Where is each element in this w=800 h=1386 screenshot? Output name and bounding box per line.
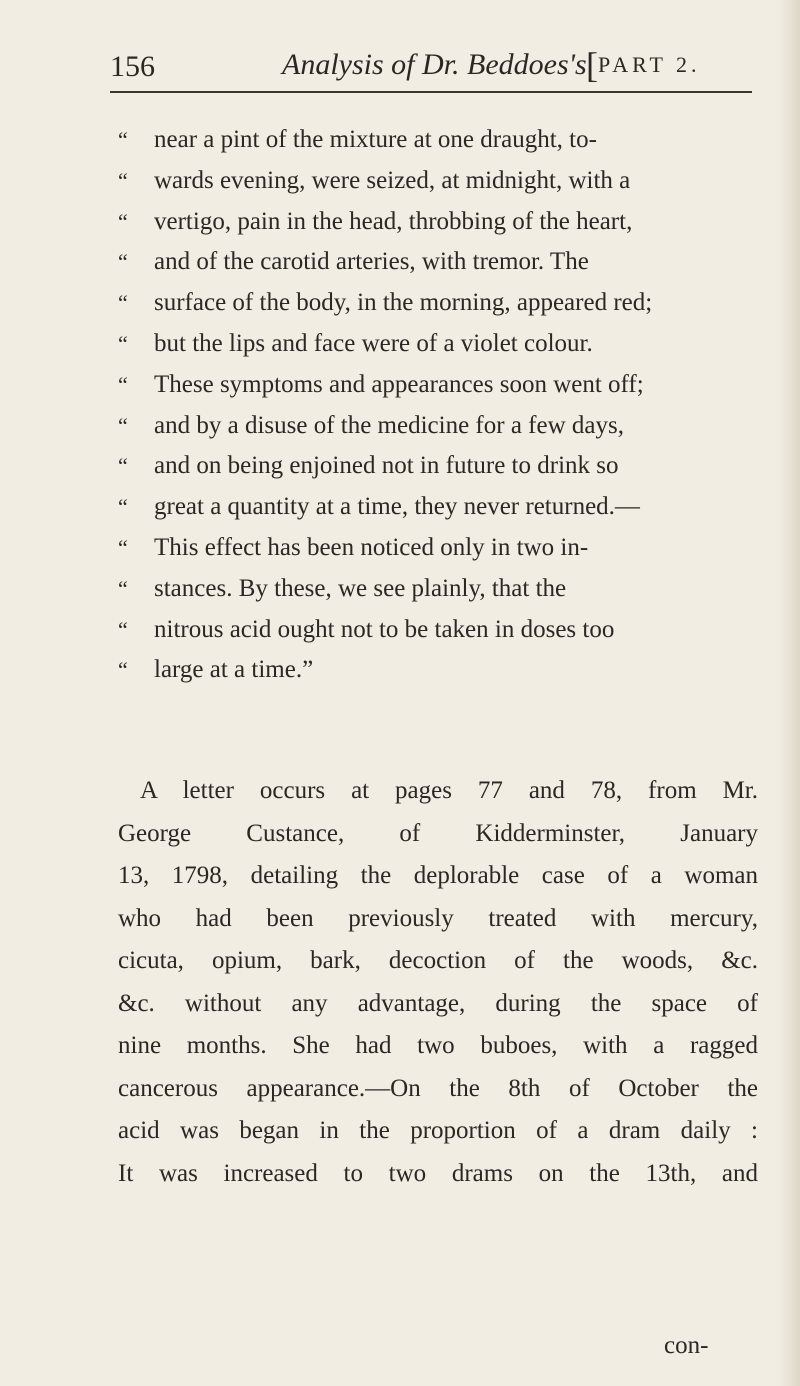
- paragraph-line: A letter occurs at pages 77 and 78, from Mr.: [140, 777, 758, 804]
- quote-line: [118, 650, 778, 691]
- quote-line-text: wards evening, were seized, at midnight, with a: [154, 166, 631, 194]
- paragraph-line: acid was began in the proportion of a dram daily :: [118, 1117, 758, 1144]
- quote-mark: “: [118, 167, 128, 193]
- quote-line-text: and of the carotid arteries, with tremor. The: [154, 248, 589, 276]
- quote-mark: “: [118, 127, 128, 152]
- quote-mark: “: [118, 208, 128, 234]
- quote-line: [118, 406, 778, 447]
- quote-line-text: great a quantity at a time, they never returned.—: [154, 493, 640, 521]
- body-paragraph: [118, 770, 758, 1195]
- paragraph-line: who had been previously treated with mercury,: [118, 904, 758, 932]
- part-label: [PART 2.: [586, 45, 701, 85]
- quote-line-text: but the lips and face were of a violet colour.: [154, 329, 593, 357]
- quote-line: [118, 528, 778, 569]
- quote-line: [118, 120, 778, 161]
- header-rule: [110, 91, 752, 93]
- paragraph-line: cicuta, opium, bark, decoction of the woods, &c.: [118, 947, 758, 974]
- paragraph-line: nine months. She had two buboes, with a ragged: [118, 1032, 758, 1059]
- quote-line: [118, 446, 778, 487]
- quote-line-text: large at a time.”: [154, 656, 314, 684]
- quote-line: [118, 569, 778, 610]
- quote-line: [118, 242, 778, 283]
- quote-mark: “: [118, 534, 128, 560]
- quote-line-text: stances. By these, we see plainly, that the: [154, 574, 567, 602]
- paragraph-line: It was increased to two drams on the 13th, and: [118, 1159, 758, 1187]
- quote-mark: “: [118, 657, 128, 683]
- quote-line: [118, 324, 778, 365]
- quote-mark: “: [118, 575, 128, 601]
- quote-line-text: near a pint of the mixture at one draught, to-: [154, 126, 597, 153]
- quote-mark: “: [118, 616, 128, 642]
- quote-line: [118, 161, 778, 202]
- paragraph-line: George Custance, of Kidderminster, January: [118, 819, 758, 847]
- quote-line-text: vertigo, pain in the head, throbbing of the heart,: [154, 207, 633, 235]
- quote-line: [118, 283, 778, 324]
- quote-line-text: nitrous acid ought not to be taken in doses too: [154, 615, 615, 643]
- quoted-passage: [118, 120, 778, 691]
- quote-mark: “: [118, 412, 128, 438]
- quote-line: [118, 202, 778, 243]
- quote-mark: “: [118, 290, 128, 316]
- quote-line: [118, 487, 778, 528]
- quote-line-text: and on being enjoined not in future to drink so: [154, 452, 619, 480]
- page-edge-shadow: [778, 0, 800, 1386]
- quote-mark: “: [118, 371, 128, 397]
- paragraph-line: 13, 1798, detailing the deplorable case of a woman: [118, 862, 758, 889]
- quote-mark: “: [118, 249, 128, 275]
- quote-line-text: This effect has been noticed only in two in-: [154, 533, 589, 561]
- quote-line-text: and by a disuse of the medicine for a few days,: [154, 411, 624, 439]
- running-title: Analysis of Dr. Beddoes's: [282, 48, 587, 81]
- quote-line: [118, 610, 778, 651]
- catchword: con-: [664, 1332, 709, 1359]
- paragraph-line: cancerous appearance.—On the 8th of October the: [118, 1074, 758, 1102]
- page-number: 156: [110, 50, 155, 83]
- quote-mark: “: [118, 494, 128, 520]
- quote-line-text: surface of the body, in the morning, appeared red;: [154, 289, 653, 317]
- paragraph-line: &c. without any advantage, during the space of: [118, 989, 758, 1017]
- quote-line: [118, 365, 778, 406]
- quote-line-text: These symptoms and appearances soon went off;: [154, 370, 644, 398]
- part-label-text: PART 2.: [598, 52, 701, 77]
- quote-mark: “: [118, 453, 128, 479]
- quote-mark: “: [118, 330, 128, 356]
- page-header: [110, 44, 750, 90]
